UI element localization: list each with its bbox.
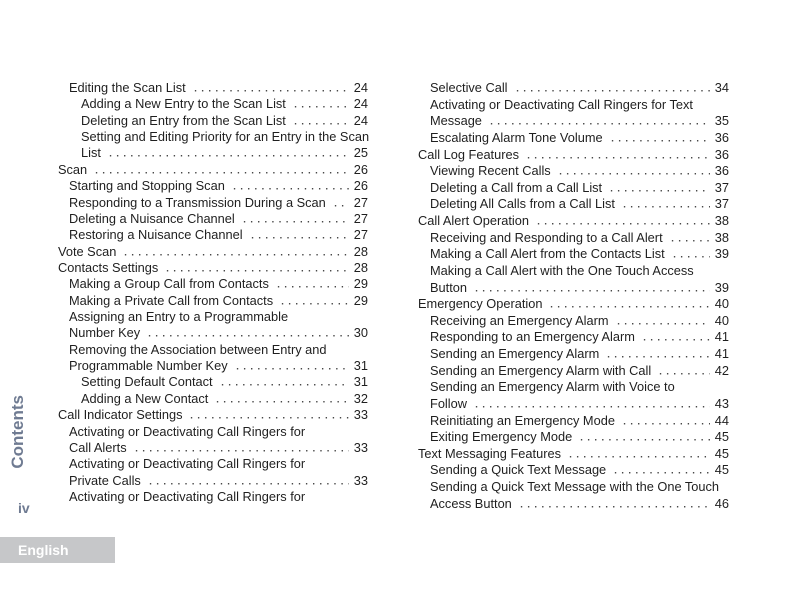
toc-entry-line — [418, 280, 729, 297]
leader-dots — [514, 89, 710, 92]
toc-entry-title: Starting and Stopping Scan — [69, 178, 225, 194]
toc-entry[interactable] — [58, 113, 368, 129]
toc-entry-line — [418, 479, 729, 496]
toc-entry-line — [418, 346, 729, 363]
toc-entry-title: Responding to an Emergency Alarm — [430, 329, 635, 345]
toc-page-number: 31 — [353, 374, 368, 390]
toc-page-number: 46 — [714, 495, 729, 511]
toc-entry-line — [418, 196, 729, 213]
toc-page-number: 37 — [714, 179, 729, 195]
leader-dots — [241, 220, 349, 223]
toc-entry-title: Reinitiating an Emergency Mode — [430, 412, 615, 428]
leader-dots — [557, 172, 710, 175]
toc-entry-line — [418, 296, 729, 313]
toc-entry[interactable] — [58, 391, 368, 407]
toc-entry[interactable] — [418, 479, 729, 512]
toc-entry[interactable] — [418, 462, 729, 479]
leader-dots — [188, 416, 348, 419]
toc-entry-title: Setting and Editing Priority for an Entry in the Scan — [81, 129, 370, 145]
toc-entry[interactable] — [418, 230, 729, 247]
toc-entry-line — [58, 424, 368, 440]
leader-dots — [473, 405, 710, 408]
page-number: iv — [18, 500, 30, 516]
toc-page-number: 36 — [714, 163, 729, 179]
toc-entry[interactable] — [58, 424, 368, 457]
toc-entry[interactable] — [418, 346, 729, 363]
toc-entry[interactable] — [418, 379, 729, 412]
leader-dots — [292, 122, 349, 125]
toc-entry-line — [418, 246, 729, 263]
toc-entry-title: Deleting a Nuisance Channel — [69, 210, 235, 226]
toc-entry-line — [58, 178, 368, 194]
toc-entry-line — [58, 162, 368, 178]
toc-entry-title: Vote Scan — [58, 243, 117, 259]
toc-entry-title: Follow — [430, 395, 467, 411]
language-tab-label: English — [18, 542, 69, 558]
leader-dots — [671, 255, 710, 258]
toc-entry-line — [58, 113, 368, 129]
toc-entry[interactable] — [418, 196, 729, 213]
toc-entry-title: Making a Call Alert from the Contacts List — [430, 246, 665, 262]
leader-dots — [535, 222, 710, 225]
toc-entry-title: Call Alert Operation — [418, 213, 529, 228]
toc-page-number: 42 — [714, 362, 729, 378]
toc-entry-line — [58, 129, 368, 145]
leader-dots — [192, 89, 349, 92]
toc-entry[interactable] — [58, 129, 368, 162]
toc-entry[interactable] — [58, 374, 368, 390]
toc-entry[interactable] — [58, 227, 368, 243]
toc-page-number: 24 — [353, 96, 368, 112]
toc-entry-title: Sending an Emergency Alarm with Call — [430, 362, 652, 378]
toc-entry[interactable] — [418, 363, 729, 380]
toc-entry-title: Deleting an Entry from the Scan List — [81, 112, 286, 128]
toc-page-number: 26 — [353, 178, 368, 194]
toc-entry[interactable] — [418, 97, 729, 130]
toc-page-number: 40 — [714, 296, 729, 312]
toc-entry-title: Making a Group Call from Contacts — [69, 276, 269, 292]
leader-dots — [122, 253, 348, 256]
toc-entry-title: Private Calls — [69, 472, 141, 488]
toc-entry-line — [58, 244, 368, 260]
toc-entry-title: Deleting All Calls from a Call List — [430, 196, 615, 212]
toc-entry-line — [418, 213, 729, 230]
toc-page-number: 39 — [714, 279, 729, 295]
toc-page-number: 41 — [714, 329, 729, 345]
leader-dots — [657, 372, 710, 375]
toc-entry-title: Sending a Quick Text Message — [430, 462, 607, 478]
toc-entry-title: Activating or Deactivating Call Ringers for Text — [430, 96, 693, 112]
toc-entry[interactable] — [418, 413, 729, 430]
toc-entry-title: Text Messaging Features — [418, 445, 561, 461]
toc-entry-line — [58, 407, 368, 423]
leader-dots — [518, 505, 710, 508]
toc-entry-line — [58, 325, 368, 341]
toc-entry-line — [58, 195, 368, 211]
leader-dots — [107, 154, 349, 157]
leader-dots — [219, 383, 349, 386]
toc-entry-line — [418, 80, 729, 97]
toc-entry-title: Adding a New Entry to the Scan List — [81, 96, 286, 112]
toc-entry[interactable] — [58, 96, 368, 112]
toc-entry[interactable] — [418, 180, 729, 197]
toc-entry[interactable] — [58, 489, 368, 505]
toc-page-number: 33 — [353, 472, 368, 488]
toc-entry-title: Message — [430, 113, 482, 129]
toc-entry-title: Making a Private Call from Contacts — [69, 292, 274, 308]
toc-entry-line — [418, 329, 729, 346]
leader-dots — [275, 285, 349, 288]
toc-entry-title: Receiving an Emergency Alarm — [430, 312, 609, 328]
toc-entry-title: Removing the Association between Entry and — [69, 341, 327, 357]
toc-entry[interactable] — [58, 195, 368, 211]
toc-page-number: 38 — [714, 229, 729, 245]
leader-dots — [615, 322, 710, 325]
toc-entry[interactable] — [58, 244, 368, 260]
leader-dots — [609, 139, 710, 142]
toc-entry-line — [418, 130, 729, 147]
toc-entry-line — [418, 462, 729, 479]
toc-page-number: 36 — [714, 129, 729, 145]
toc-entry-title: Exiting Emergency Mode — [430, 429, 573, 445]
toc-page-number: 27 — [353, 210, 368, 226]
toc-entry-line — [58, 96, 368, 112]
toc-page-number: 33 — [353, 407, 368, 423]
toc-page-number: 28 — [353, 259, 368, 275]
toc-page-number: 24 — [353, 80, 368, 95]
toc-page-number: 27 — [353, 194, 368, 210]
toc-entry-title: Activating or Deactivating Call Ringers for — [69, 488, 306, 504]
toc-page-number: 27 — [353, 227, 368, 243]
leader-dots — [231, 187, 349, 190]
toc-entry-line — [418, 97, 729, 114]
toc-page-number: 30 — [353, 325, 368, 341]
toc-entry-title: Sending an Emergency Alarm with Voice to — [430, 379, 675, 395]
toc-entry[interactable] — [58, 178, 368, 194]
toc-page-number: 24 — [353, 112, 368, 128]
toc-entry-line — [58, 211, 368, 227]
toc-entry-line — [418, 313, 729, 330]
toc-entry-line — [418, 413, 729, 430]
toc-entry-line — [418, 113, 729, 130]
toc-entry-title: Access Button — [430, 495, 512, 511]
toc-entry-line — [418, 396, 729, 413]
toc-page-number: 25 — [353, 145, 368, 161]
leader-dots — [525, 156, 710, 159]
section-label-contents: Contents — [8, 395, 27, 469]
toc-entry[interactable] — [58, 276, 368, 292]
toc-entry-line — [58, 80, 368, 96]
toc-entry-title: Programmable Number Key — [69, 358, 228, 374]
toc-entry-title: Viewing Recent Calls — [430, 163, 551, 179]
toc-entry-line — [58, 489, 368, 505]
toc-page-number: 26 — [353, 161, 368, 177]
toc-entry-title: Sending an Emergency Alarm — [430, 346, 600, 361]
toc-entry[interactable] — [418, 313, 729, 330]
leader-dots — [93, 171, 349, 174]
leader-dots — [612, 471, 710, 474]
leader-dots — [621, 422, 710, 425]
leader-dots — [332, 204, 349, 207]
toc-entry[interactable] — [58, 162, 368, 178]
toc-entry-line — [58, 145, 368, 161]
toc-entry[interactable] — [418, 213, 729, 230]
toc-entry[interactable] — [58, 260, 368, 276]
toc-entry-line — [418, 496, 729, 513]
toc-entry-line — [58, 456, 368, 472]
toc-entry-line — [418, 429, 729, 446]
leader-dots — [488, 122, 710, 125]
toc-entry-title: Selective Call — [430, 80, 508, 95]
leader-dots — [147, 482, 349, 485]
toc-entry-line — [58, 358, 368, 374]
toc-entry-title: Contacts Settings — [58, 259, 159, 275]
toc-entry-line — [58, 374, 368, 390]
toc-entry[interactable] — [58, 407, 368, 423]
leader-dots — [548, 305, 709, 308]
leader-dots — [669, 239, 710, 242]
toc-entry-title: Scan — [58, 161, 88, 177]
toc-entry-line — [418, 263, 729, 280]
toc-entry-line — [58, 293, 368, 309]
toc-page-number: 43 — [714, 395, 729, 411]
toc-entry-line — [418, 230, 729, 247]
toc-entry[interactable] — [418, 263, 729, 296]
toc-entry[interactable] — [418, 80, 729, 97]
toc-page-number: 28 — [353, 243, 368, 259]
leader-dots — [567, 455, 710, 458]
toc-entry-title: Making a Call Alert with the One Touch Access — [430, 262, 694, 278]
toc-entry-line — [58, 276, 368, 292]
toc-entry[interactable] — [418, 147, 729, 164]
toc-page-number: 31 — [353, 358, 368, 374]
leader-dots — [621, 205, 710, 208]
toc-entry[interactable] — [418, 446, 729, 463]
toc-entry-line — [58, 309, 368, 325]
leader-dots — [292, 105, 349, 108]
toc-entry-title: Receiving and Responding to a Call Alert — [430, 229, 663, 245]
toc-entry-line — [418, 180, 729, 197]
toc-entry-title: Call Indicator Settings — [58, 407, 183, 423]
toc-entry-title: Editing the Scan List — [69, 80, 186, 95]
toc-entry[interactable] — [418, 130, 729, 147]
toc-entry-title: Call Log Features — [418, 146, 520, 162]
toc-page-number: 35 — [714, 113, 729, 129]
toc-entry-title: Escalating Alarm Tone Volume — [430, 129, 603, 145]
toc-entry[interactable] — [418, 296, 729, 313]
toc-page-number: 29 — [353, 276, 368, 292]
toc-page-number: 38 — [714, 213, 729, 228]
leader-dots — [279, 302, 349, 305]
toc-entry[interactable] — [58, 293, 368, 309]
toc-entry-title: Activating or Deactivating Call Ringers for — [69, 456, 306, 472]
toc-entry-title: Emergency Operation — [418, 296, 543, 312]
toc-entry[interactable] — [58, 309, 368, 342]
toc-entry-title: Setting Default Contact — [81, 374, 213, 390]
toc-entry-line — [418, 163, 729, 180]
toc-page-number: 37 — [714, 196, 729, 212]
toc-entry-line — [418, 379, 729, 396]
toc-entry-title: Deleting a Call from a Call List — [430, 179, 603, 195]
language-tab — [0, 537, 115, 563]
toc-entry[interactable] — [58, 211, 368, 227]
leader-dots — [641, 338, 710, 341]
toc-entry-line — [58, 440, 368, 456]
toc-page-number: 34 — [714, 80, 729, 95]
toc-entry-title: Restoring a Nuisance Channel — [69, 227, 243, 243]
toc-entry[interactable] — [418, 163, 729, 180]
toc-page-number: 44 — [714, 412, 729, 428]
toc-entry-title: Adding a New Contact — [81, 390, 209, 406]
toc-right-column — [418, 80, 729, 512]
toc-page-number: 33 — [353, 439, 368, 455]
toc-entry[interactable] — [58, 456, 368, 489]
toc-entry[interactable] — [418, 329, 729, 346]
toc-page-number: 40 — [714, 312, 729, 328]
toc-page-number: 32 — [353, 390, 368, 406]
toc-page-number: 29 — [353, 292, 368, 308]
toc-entry-title: Sending a Quick Text Message with the One Touch — [430, 479, 720, 494]
toc-page-number: 41 — [714, 346, 729, 361]
toc-entry[interactable] — [58, 342, 368, 375]
toc-page-number: 39 — [714, 246, 729, 262]
leader-dots — [605, 355, 709, 358]
toc-entry[interactable] — [58, 80, 368, 96]
leader-dots — [133, 449, 349, 452]
toc-entry-line — [58, 342, 368, 358]
toc-entry[interactable] — [418, 246, 729, 263]
leader-dots — [578, 438, 710, 441]
toc-entry-line — [58, 227, 368, 243]
toc-entry-title: Call Alerts — [69, 439, 127, 455]
toc-entry-title: Button — [430, 279, 467, 295]
toc-entry[interactable] — [418, 429, 729, 446]
toc-entry-title: Number Key — [69, 325, 141, 341]
toc-entry-line — [58, 473, 368, 489]
toc-page-number: 45 — [714, 462, 729, 478]
leader-dots — [608, 189, 710, 192]
toc-entry-title: Assigning an Entry to a Programmable — [69, 309, 289, 325]
toc-entry-title: Responding to a Transmission During a Scan — [69, 194, 326, 210]
leader-dots — [234, 367, 349, 370]
leader-dots — [249, 236, 349, 239]
toc-page-number: 36 — [714, 146, 729, 162]
toc-left-column — [58, 80, 368, 505]
toc-page-number: 45 — [714, 429, 729, 445]
toc-entry-line — [58, 260, 368, 276]
toc-entry-title: Activating or Deactivating Call Ringers for — [69, 423, 306, 439]
toc-page-number: 45 — [714, 445, 729, 461]
leader-dots — [146, 334, 349, 337]
toc-entry-line — [418, 363, 729, 380]
leader-dots — [164, 269, 348, 272]
leader-dots — [473, 289, 710, 292]
toc-entry-line — [418, 147, 729, 164]
toc-entry-line — [418, 446, 729, 463]
toc-entry-line — [58, 391, 368, 407]
toc-entry-title: List — [81, 145, 101, 161]
leader-dots — [214, 400, 348, 403]
